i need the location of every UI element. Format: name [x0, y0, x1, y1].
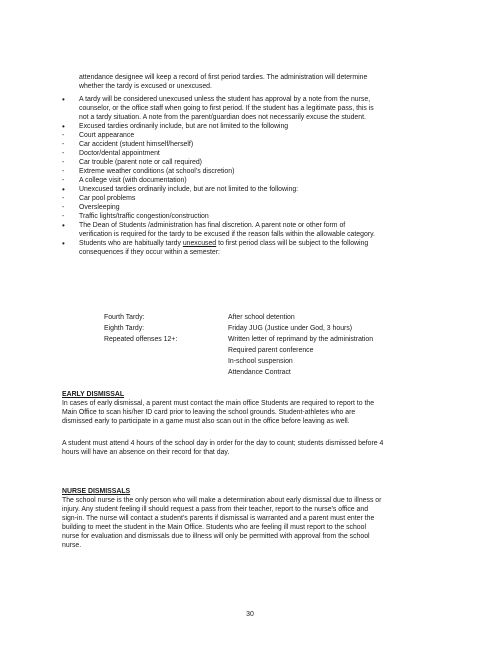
consequence-value: Friday JUG (Justice under God, 3 hours) [228, 325, 353, 332]
text-line: Car pool problems [79, 195, 136, 202]
text-line: dismissed early to participate in a game must also scan out in the office before leaving as well. [62, 418, 350, 425]
section-heading: NURSE DISMISSALS [62, 488, 131, 495]
bullet-marker: • [62, 122, 65, 131]
dash-marker: - [62, 150, 65, 157]
text-span: to first period class will be subject to the following [216, 240, 369, 247]
text-line: The school nurse is the only person who will make a determination about early dismissal due to illness or [62, 497, 382, 504]
bullet-item [62, 239, 432, 257]
bullet-marker: • [62, 239, 65, 248]
text-line: A student must attend 4 hours of the school day in order for the day to count; students dismissed before 4 [62, 440, 384, 447]
dash-marker: - [62, 195, 65, 202]
text-line [79, 239, 432, 248]
dash-marker: - [62, 213, 65, 220]
consequence-label: Repeated offenses 12+: [104, 336, 178, 343]
text-line: not a tardy situation. A note from the parent/guardian does not necessarily excuse the student. [79, 114, 366, 121]
bullet-item [62, 185, 432, 194]
dash-marker: - [62, 204, 65, 211]
consequence-label: Eighth Tardy: [104, 325, 145, 332]
text-line: Extreme weather conditions (at school’s discretion) [79, 168, 235, 175]
bullet-item [62, 95, 432, 122]
text-line: Traffic lights/traffic congestion/construction [79, 213, 209, 220]
text-line: Excused tardies ordinarily include, but are not limited to the following [79, 123, 289, 130]
text-line: Court appearance [79, 132, 135, 139]
early-dismissal-section [62, 390, 432, 457]
text-line: Doctor/dental appointment [79, 150, 160, 157]
bullet-item [62, 122, 432, 131]
consequence-value: After school detention [228, 314, 295, 321]
dash-item [62, 203, 432, 212]
text-line: Car trouble (parent note or call required) [79, 159, 202, 166]
dash-item [62, 167, 432, 176]
page-number: 30 [246, 611, 254, 618]
consequence-row [104, 313, 434, 324]
text-line: Main Office to scan his/her ID card prior to leaving the school grounds. Student-athletes who are [62, 409, 356, 416]
dash-item [62, 149, 432, 158]
text-line: whether the tardy is excused or unexcused. [79, 83, 212, 90]
text-line: injury. Any student feeling ill should request a pass from their teacher, report to the nurse’s office and [62, 506, 369, 513]
dash-item [62, 194, 432, 203]
underlined-text: unexcused [182, 240, 217, 247]
text-line: nurse for evaluation and dismissals due to illness will only be permitted with approval from the school [62, 533, 370, 540]
dash-item [62, 158, 432, 167]
text-line: A college visit (with documentation) [79, 177, 187, 184]
text-span: Students who are habitually tardy [79, 240, 183, 247]
consequence-row [104, 324, 434, 335]
dash-item [62, 176, 432, 185]
dash-item [62, 131, 432, 140]
text-line: Oversleeping [79, 204, 120, 211]
text-line: building to meet the student in the Main Office. Students who are feeling ill must report to the school [62, 524, 366, 531]
dash-marker: - [62, 141, 65, 148]
text-line: attendance designee will keep a record of first period tardies. The administration will determine [79, 74, 368, 81]
text-line: sign-in. The nurse will contact a student’s parents if dismissal is warranted and a parent must enter the [62, 515, 375, 522]
dash-marker: - [62, 168, 65, 175]
text-line: consequences if they occur within a semester: [79, 249, 220, 256]
consequence-extra: In-school suspension [228, 358, 293, 365]
bullet-item [62, 221, 432, 239]
text-line: In cases of early dismissal, a parent must contact the main office Students are required to report to the [62, 400, 375, 407]
consequence-value: Written letter of reprimand by the administration [228, 336, 374, 343]
consequence-extra: Attendance Contract [228, 369, 291, 376]
consequence-row [104, 335, 434, 346]
dash-item [62, 212, 432, 221]
text-line: Unexcused tardies ordinarily include, but are not limited to the following: [79, 186, 299, 193]
continuation-paragraph [79, 73, 429, 91]
attendance-rules-list [62, 95, 432, 257]
text-line: verification is required for the tardy to be excused if the reason falls within the allowable category. [79, 231, 375, 238]
dash-marker: - [62, 132, 65, 139]
text-line: hours will have an absence on their record for that day. [62, 449, 230, 456]
bullet-marker: • [62, 95, 65, 104]
text-line: counselor, or the office staff when going to first period. If the student has a legitimate pass, this is [79, 105, 374, 112]
consequences-table [104, 313, 434, 379]
dash-marker: - [62, 159, 65, 166]
consequence-extra: Required parent conference [228, 347, 314, 354]
nurse-dismissals-section [62, 487, 432, 550]
bullet-marker: • [62, 185, 65, 194]
bullet-marker: • [62, 221, 65, 230]
dash-marker: - [62, 177, 65, 184]
section-heading: EARLY DISMISSAL [62, 391, 125, 398]
text-line: nurse. [62, 542, 82, 549]
consequence-label: Fourth Tardy: [104, 314, 145, 321]
text-line: A tardy will be considered unexcused unless the student has approval by a note from the nurse, [79, 96, 371, 103]
text-line: Car accident (student himself/herself) [79, 141, 194, 148]
dash-item [62, 140, 432, 149]
text-line: The Dean of Students /administration has final discretion. A parent note or other form of [79, 222, 346, 229]
